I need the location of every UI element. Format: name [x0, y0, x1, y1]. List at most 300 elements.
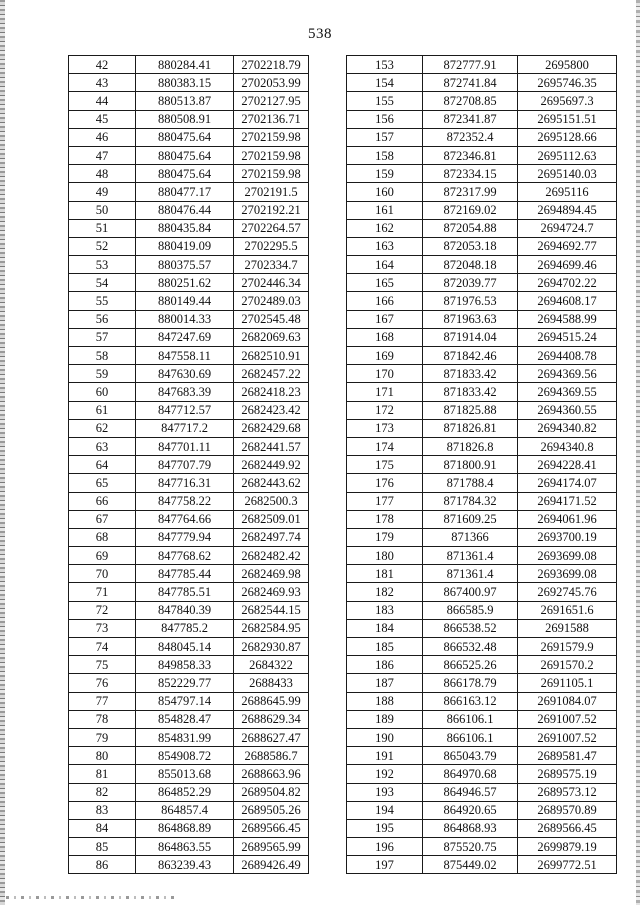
table-row — [69, 765, 309, 783]
point-number-cell: 76 — [69, 674, 136, 692]
x-coordinate-cell: 864857.4 — [136, 801, 234, 819]
table-row — [69, 492, 309, 510]
y-coordinate-cell: 2682500.3 — [234, 492, 309, 510]
y-coordinate-cell: 2682418.23 — [234, 383, 309, 401]
x-coordinate-cell: 871361.4 — [423, 565, 518, 583]
y-coordinate-cell: 2692745.76 — [518, 583, 617, 601]
x-coordinate-cell: 847779.94 — [136, 528, 234, 546]
point-number-cell: 179 — [347, 528, 423, 546]
table-row — [69, 74, 309, 92]
y-coordinate-cell: 2682544.15 — [234, 601, 309, 619]
table-row — [347, 328, 617, 346]
x-coordinate-cell: 864868.89 — [136, 819, 234, 837]
y-coordinate-cell: 2702545.48 — [234, 310, 309, 328]
y-coordinate-cell: 2694171.52 — [518, 492, 617, 510]
x-coordinate-cell: 871914.04 — [423, 328, 518, 346]
point-number-cell: 47 — [69, 146, 136, 164]
x-coordinate-cell: 854831.99 — [136, 728, 234, 746]
y-coordinate-cell: 2694408.78 — [518, 347, 617, 365]
point-number-cell: 62 — [69, 419, 136, 437]
coordinate-table-left — [68, 55, 309, 874]
table-row — [69, 219, 309, 237]
table-row — [347, 474, 617, 492]
point-number-cell: 86 — [69, 856, 136, 874]
y-coordinate-cell: 2695800 — [518, 56, 617, 74]
x-coordinate-cell: 864920.65 — [423, 801, 518, 819]
point-number-cell: 66 — [69, 492, 136, 510]
y-coordinate-cell: 2689566.45 — [518, 819, 617, 837]
table-row — [69, 710, 309, 728]
table-row — [69, 801, 309, 819]
point-number-cell: 43 — [69, 74, 136, 92]
x-coordinate-cell: 871976.53 — [423, 292, 518, 310]
table-row — [69, 656, 309, 674]
point-number-cell: 45 — [69, 110, 136, 128]
table-row — [347, 383, 617, 401]
point-number-cell: 69 — [69, 547, 136, 565]
point-number-cell: 65 — [69, 474, 136, 492]
point-number-cell: 159 — [347, 165, 423, 183]
x-coordinate-cell: 847717.2 — [136, 419, 234, 437]
y-coordinate-cell: 2702264.57 — [234, 219, 309, 237]
y-coordinate-cell: 2702159.98 — [234, 165, 309, 183]
y-coordinate-cell: 2682449.92 — [234, 456, 309, 474]
point-number-cell: 44 — [69, 92, 136, 110]
table-row — [347, 219, 617, 237]
y-coordinate-cell: 2682469.98 — [234, 565, 309, 583]
y-coordinate-cell: 2694608.17 — [518, 292, 617, 310]
y-coordinate-cell: 2691570.2 — [518, 656, 617, 674]
table-row — [347, 619, 617, 637]
y-coordinate-cell: 2688627.47 — [234, 728, 309, 746]
x-coordinate-cell: 871826.8 — [423, 437, 518, 455]
table-row — [347, 456, 617, 474]
point-number-cell: 183 — [347, 601, 423, 619]
table-row — [347, 765, 617, 783]
y-coordinate-cell: 2699879.19 — [518, 838, 617, 856]
table-row — [347, 201, 617, 219]
table-row — [347, 310, 617, 328]
x-coordinate-cell: 849858.33 — [136, 656, 234, 674]
y-coordinate-cell: 2702053.99 — [234, 74, 309, 92]
table-row — [69, 783, 309, 801]
table-row — [347, 565, 617, 583]
y-coordinate-cell: 2682482.42 — [234, 547, 309, 565]
table-row — [69, 292, 309, 310]
x-coordinate-cell: 848045.14 — [136, 638, 234, 656]
y-coordinate-cell: 2689505.26 — [234, 801, 309, 819]
x-coordinate-cell: 864863.55 — [136, 838, 234, 856]
point-number-cell: 165 — [347, 274, 423, 292]
table-row — [69, 565, 309, 583]
x-coordinate-cell: 872777.91 — [423, 56, 518, 74]
table-row — [69, 146, 309, 164]
table-row — [347, 146, 617, 164]
point-number-cell: 184 — [347, 619, 423, 637]
x-coordinate-cell: 871609.25 — [423, 510, 518, 528]
table-row — [69, 347, 309, 365]
y-coordinate-cell: 2689566.45 — [234, 819, 309, 837]
point-number-cell: 193 — [347, 783, 423, 801]
x-coordinate-cell: 880476.44 — [136, 201, 234, 219]
point-number-cell: 190 — [347, 728, 423, 746]
point-number-cell: 187 — [347, 674, 423, 692]
x-coordinate-cell: 864970.68 — [423, 765, 518, 783]
y-coordinate-cell: 2702127.95 — [234, 92, 309, 110]
point-number-cell: 175 — [347, 456, 423, 474]
x-coordinate-cell: 866538.52 — [423, 619, 518, 637]
y-coordinate-cell: 2691084.07 — [518, 692, 617, 710]
table-row — [69, 638, 309, 656]
table-row — [69, 383, 309, 401]
y-coordinate-cell: 2682469.93 — [234, 583, 309, 601]
x-coordinate-cell: 847630.69 — [136, 365, 234, 383]
point-number-cell: 73 — [69, 619, 136, 637]
point-number-cell: 85 — [69, 838, 136, 856]
table-row — [69, 92, 309, 110]
point-number-cell: 189 — [347, 710, 423, 728]
table-row — [347, 347, 617, 365]
table-row — [69, 819, 309, 837]
y-coordinate-cell: 2702295.5 — [234, 237, 309, 255]
table-row — [69, 856, 309, 874]
table-row — [69, 474, 309, 492]
x-coordinate-cell: 880477.17 — [136, 183, 234, 201]
point-number-cell: 68 — [69, 528, 136, 546]
y-coordinate-cell: 2694360.55 — [518, 401, 617, 419]
point-number-cell: 48 — [69, 165, 136, 183]
x-coordinate-cell: 880475.64 — [136, 146, 234, 164]
y-coordinate-cell: 2694588.99 — [518, 310, 617, 328]
point-number-cell: 155 — [347, 92, 423, 110]
table-row — [347, 165, 617, 183]
x-coordinate-cell: 847785.2 — [136, 619, 234, 637]
y-coordinate-cell: 2689565.99 — [234, 838, 309, 856]
y-coordinate-cell: 2693699.08 — [518, 547, 617, 565]
table-row — [69, 128, 309, 146]
point-number-cell: 186 — [347, 656, 423, 674]
table-row — [69, 747, 309, 765]
table-row — [69, 56, 309, 74]
point-number-cell: 53 — [69, 256, 136, 274]
point-number-cell: 59 — [69, 365, 136, 383]
table-row — [69, 583, 309, 601]
point-number-cell: 195 — [347, 819, 423, 837]
x-coordinate-cell: 872708.85 — [423, 92, 518, 110]
y-coordinate-cell: 2694699.46 — [518, 256, 617, 274]
table-row — [69, 310, 309, 328]
table-row — [69, 256, 309, 274]
point-number-cell: 83 — [69, 801, 136, 819]
y-coordinate-cell: 2702159.98 — [234, 128, 309, 146]
table-row — [347, 583, 617, 601]
y-coordinate-cell: 2688629.34 — [234, 710, 309, 728]
y-coordinate-cell: 2688433 — [234, 674, 309, 692]
x-coordinate-cell: 880014.33 — [136, 310, 234, 328]
x-coordinate-cell: 872169.02 — [423, 201, 518, 219]
table-row — [347, 419, 617, 437]
y-coordinate-cell: 2702136.71 — [234, 110, 309, 128]
x-coordinate-cell: 880149.44 — [136, 292, 234, 310]
point-number-cell: 167 — [347, 310, 423, 328]
y-coordinate-cell: 2695746.35 — [518, 74, 617, 92]
point-number-cell: 64 — [69, 456, 136, 474]
y-coordinate-cell: 2689581.47 — [518, 747, 617, 765]
y-coordinate-cell: 2682423.42 — [234, 401, 309, 419]
point-number-cell: 81 — [69, 765, 136, 783]
point-number-cell: 75 — [69, 656, 136, 674]
x-coordinate-cell: 875520.75 — [423, 838, 518, 856]
y-coordinate-cell: 2693699.08 — [518, 565, 617, 583]
point-number-cell: 157 — [347, 128, 423, 146]
x-coordinate-cell: 880284.41 — [136, 56, 234, 74]
y-coordinate-cell: 2702192.21 — [234, 201, 309, 219]
table-row — [69, 183, 309, 201]
x-coordinate-cell: 866106.1 — [423, 728, 518, 746]
point-number-cell: 46 — [69, 128, 136, 146]
point-number-cell: 174 — [347, 437, 423, 455]
point-number-cell: 80 — [69, 747, 136, 765]
y-coordinate-cell: 2688586.7 — [234, 747, 309, 765]
y-coordinate-cell: 2699772.51 — [518, 856, 617, 874]
table-row — [69, 692, 309, 710]
point-number-cell: 172 — [347, 401, 423, 419]
point-number-cell: 191 — [347, 747, 423, 765]
y-coordinate-cell: 2695116 — [518, 183, 617, 201]
x-coordinate-cell: 871963.63 — [423, 310, 518, 328]
y-coordinate-cell: 2689504.82 — [234, 783, 309, 801]
table-row — [347, 692, 617, 710]
x-coordinate-cell: 864868.93 — [423, 819, 518, 837]
x-coordinate-cell: 871826.81 — [423, 419, 518, 437]
y-coordinate-cell: 2682069.63 — [234, 328, 309, 346]
y-coordinate-cell: 2682497.74 — [234, 528, 309, 546]
table-row — [69, 437, 309, 455]
x-coordinate-cell: 875449.02 — [423, 856, 518, 874]
point-number-cell: 182 — [347, 583, 423, 601]
point-number-cell: 56 — [69, 310, 136, 328]
y-coordinate-cell: 2691651.6 — [518, 601, 617, 619]
point-number-cell: 168 — [347, 328, 423, 346]
y-coordinate-cell: 2694894.45 — [518, 201, 617, 219]
x-coordinate-cell: 854797.14 — [136, 692, 234, 710]
x-coordinate-cell: 847840.39 — [136, 601, 234, 619]
x-coordinate-cell: 867400.97 — [423, 583, 518, 601]
y-coordinate-cell: 2682441.57 — [234, 437, 309, 455]
y-coordinate-cell: 2688663.96 — [234, 765, 309, 783]
point-number-cell: 169 — [347, 347, 423, 365]
x-coordinate-cell: 872352.4 — [423, 128, 518, 146]
point-number-cell: 58 — [69, 347, 136, 365]
x-coordinate-cell: 880513.87 — [136, 92, 234, 110]
point-number-cell: 171 — [347, 383, 423, 401]
point-number-cell: 57 — [69, 328, 136, 346]
x-coordinate-cell: 847768.62 — [136, 547, 234, 565]
table-row — [347, 401, 617, 419]
y-coordinate-cell: 2695697.3 — [518, 92, 617, 110]
x-coordinate-cell: 871361.4 — [423, 547, 518, 565]
point-number-cell: 51 — [69, 219, 136, 237]
x-coordinate-cell: 880508.91 — [136, 110, 234, 128]
table-row — [347, 183, 617, 201]
x-coordinate-cell: 847247.69 — [136, 328, 234, 346]
table-row — [69, 328, 309, 346]
point-number-cell: 163 — [347, 237, 423, 255]
y-coordinate-cell: 2695128.66 — [518, 128, 617, 146]
point-number-cell: 67 — [69, 510, 136, 528]
x-coordinate-cell: 866178.79 — [423, 674, 518, 692]
x-coordinate-cell: 847716.31 — [136, 474, 234, 492]
x-coordinate-cell: 847785.51 — [136, 583, 234, 601]
x-coordinate-cell: 880435.84 — [136, 219, 234, 237]
point-number-cell: 177 — [347, 492, 423, 510]
x-coordinate-cell: 880251.62 — [136, 274, 234, 292]
table-row — [347, 856, 617, 874]
table-row — [69, 728, 309, 746]
x-coordinate-cell: 872334.15 — [423, 165, 518, 183]
x-coordinate-cell: 864946.57 — [423, 783, 518, 801]
x-coordinate-cell: 871366 — [423, 528, 518, 546]
y-coordinate-cell: 2684322 — [234, 656, 309, 674]
x-coordinate-cell: 872048.18 — [423, 256, 518, 274]
point-number-cell: 154 — [347, 74, 423, 92]
table-row — [347, 74, 617, 92]
x-coordinate-cell: 872039.77 — [423, 274, 518, 292]
table-row — [347, 510, 617, 528]
x-coordinate-cell: 847683.39 — [136, 383, 234, 401]
table-row — [347, 710, 617, 728]
point-number-cell: 188 — [347, 692, 423, 710]
y-coordinate-cell: 2702218.79 — [234, 56, 309, 74]
y-coordinate-cell: 2682429.68 — [234, 419, 309, 437]
table-row — [69, 601, 309, 619]
y-coordinate-cell: 2682457.22 — [234, 365, 309, 383]
point-number-cell: 72 — [69, 601, 136, 619]
x-coordinate-cell: 847712.57 — [136, 401, 234, 419]
point-number-cell: 196 — [347, 838, 423, 856]
y-coordinate-cell: 2694515.24 — [518, 328, 617, 346]
table-row — [69, 547, 309, 565]
point-number-cell: 50 — [69, 201, 136, 219]
table-row — [347, 110, 617, 128]
table-row — [347, 56, 617, 74]
x-coordinate-cell: 852229.77 — [136, 674, 234, 692]
table-row — [347, 783, 617, 801]
point-number-cell: 77 — [69, 692, 136, 710]
y-coordinate-cell: 2689426.49 — [234, 856, 309, 874]
x-coordinate-cell: 872053.18 — [423, 237, 518, 255]
x-coordinate-cell: 847764.66 — [136, 510, 234, 528]
table-row — [69, 274, 309, 292]
table-row — [347, 237, 617, 255]
coordinate-table-right — [346, 55, 617, 874]
point-number-cell: 84 — [69, 819, 136, 837]
point-number-cell: 164 — [347, 256, 423, 274]
point-number-cell: 161 — [347, 201, 423, 219]
x-coordinate-cell: 880419.09 — [136, 237, 234, 255]
x-coordinate-cell: 880383.15 — [136, 74, 234, 92]
x-coordinate-cell: 880475.64 — [136, 128, 234, 146]
y-coordinate-cell: 2694702.22 — [518, 274, 617, 292]
y-coordinate-cell: 2694174.07 — [518, 474, 617, 492]
y-coordinate-cell: 2702489.03 — [234, 292, 309, 310]
x-coordinate-cell: 847707.79 — [136, 456, 234, 474]
y-coordinate-cell: 2695140.03 — [518, 165, 617, 183]
point-number-cell: 181 — [347, 565, 423, 583]
table-row — [347, 528, 617, 546]
x-coordinate-cell: 847785.44 — [136, 565, 234, 583]
point-number-cell: 160 — [347, 183, 423, 201]
table-row — [347, 728, 617, 746]
x-coordinate-cell: 866585.9 — [423, 601, 518, 619]
table-row — [347, 365, 617, 383]
table-row — [69, 674, 309, 692]
y-coordinate-cell: 2682443.62 — [234, 474, 309, 492]
x-coordinate-cell: 871833.42 — [423, 365, 518, 383]
point-number-cell: 79 — [69, 728, 136, 746]
point-number-cell: 170 — [347, 365, 423, 383]
y-coordinate-cell: 2694228.41 — [518, 456, 617, 474]
table-row — [347, 601, 617, 619]
point-number-cell: 71 — [69, 583, 136, 601]
x-coordinate-cell: 872054.88 — [423, 219, 518, 237]
y-coordinate-cell: 2694369.55 — [518, 383, 617, 401]
table-row — [347, 801, 617, 819]
y-coordinate-cell: 2694340.82 — [518, 419, 617, 437]
y-coordinate-cell: 2682509.01 — [234, 510, 309, 528]
x-coordinate-cell: 872346.81 — [423, 146, 518, 164]
x-coordinate-cell: 847558.11 — [136, 347, 234, 365]
point-number-cell: 197 — [347, 856, 423, 874]
table-row — [347, 92, 617, 110]
scan-edge-right — [636, 0, 640, 905]
x-coordinate-cell: 871842.46 — [423, 347, 518, 365]
y-coordinate-cell: 2682510.91 — [234, 347, 309, 365]
table-row — [69, 201, 309, 219]
point-number-cell: 166 — [347, 292, 423, 310]
table-row — [69, 528, 309, 546]
table-row — [69, 110, 309, 128]
y-coordinate-cell: 2682584.95 — [234, 619, 309, 637]
point-number-cell: 162 — [347, 219, 423, 237]
table-row — [69, 510, 309, 528]
y-coordinate-cell: 2694369.56 — [518, 365, 617, 383]
table-row — [69, 365, 309, 383]
table-row — [347, 638, 617, 656]
y-coordinate-cell: 2695151.51 — [518, 110, 617, 128]
x-coordinate-cell: 871800.91 — [423, 456, 518, 474]
point-number-cell: 176 — [347, 474, 423, 492]
y-coordinate-cell: 2695112.63 — [518, 146, 617, 164]
x-coordinate-cell: 872317.99 — [423, 183, 518, 201]
x-coordinate-cell: 854908.72 — [136, 747, 234, 765]
x-coordinate-cell: 854828.47 — [136, 710, 234, 728]
table-row — [347, 747, 617, 765]
scan-footer-marks — [6, 896, 176, 899]
y-coordinate-cell: 2689573.12 — [518, 783, 617, 801]
y-coordinate-cell: 2691007.52 — [518, 710, 617, 728]
x-coordinate-cell: 866532.48 — [423, 638, 518, 656]
point-number-cell: 82 — [69, 783, 136, 801]
point-number-cell: 60 — [69, 383, 136, 401]
table-row — [347, 128, 617, 146]
x-coordinate-cell: 871825.88 — [423, 401, 518, 419]
point-number-cell: 173 — [347, 419, 423, 437]
table-row — [347, 838, 617, 856]
point-number-cell: 49 — [69, 183, 136, 201]
y-coordinate-cell: 2688645.99 — [234, 692, 309, 710]
x-coordinate-cell: 865043.79 — [423, 747, 518, 765]
